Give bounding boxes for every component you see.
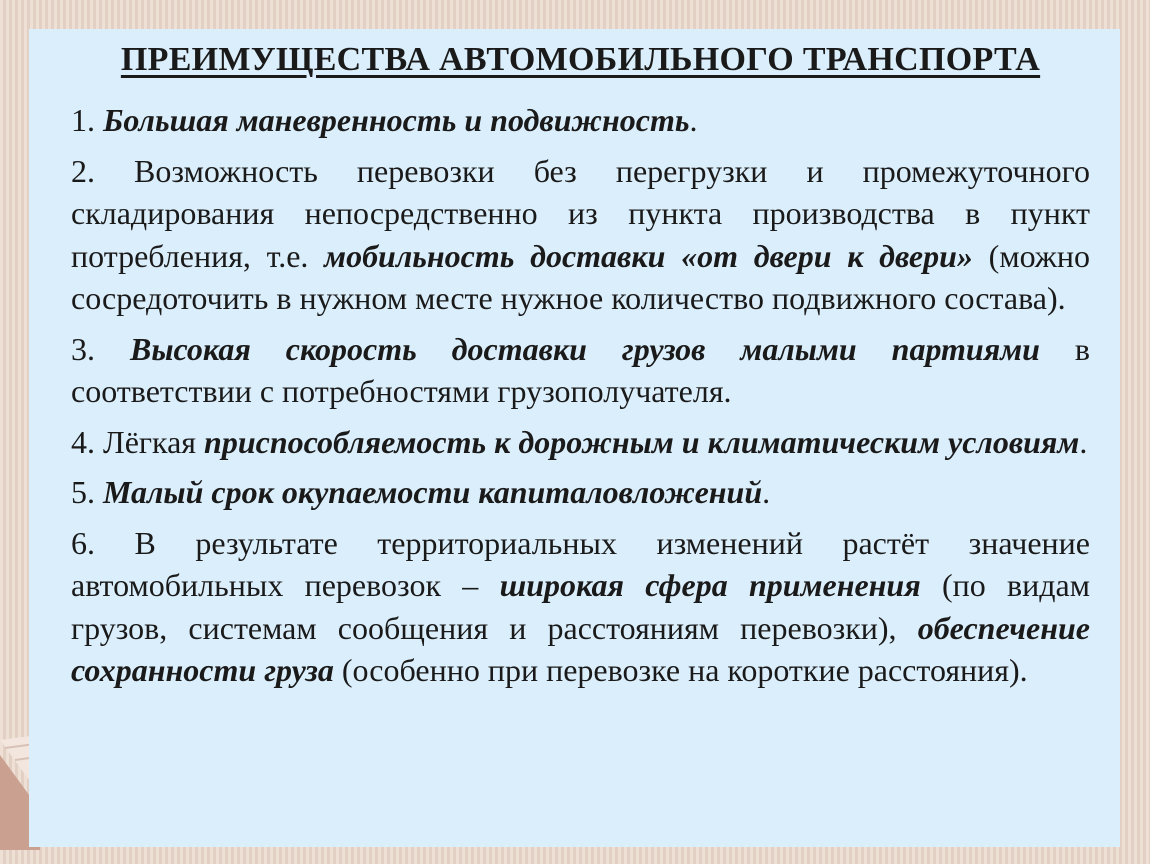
list-item: 1. Большая маневренность и подвижность. xyxy=(71,102,698,138)
item-number: 1. xyxy=(71,102,95,138)
list-item: 4. Лёгкая приспособляемость к дорожным и климатическим условиям. xyxy=(71,423,1088,460)
emphasis-text: Большая маневренность и подвижность xyxy=(103,102,690,138)
item-number: 4. xyxy=(71,423,95,460)
item-number: 3. xyxy=(71,330,95,367)
list-item: 2. Возможность перевозки без перегрузки и промежуточного складирования непосредственно из пункта производства в пункт потребления, т.е. мобильность доставки «от двери к двери» (можно сосредоточить в нужном месте нужное количество подвижного состава). xyxy=(71,152,1091,316)
item-number: 5. xyxy=(71,474,95,510)
emphasis-text: обеспечение сохранности груза xyxy=(71,609,1090,688)
emphasis-text: широкая сфера применения xyxy=(499,567,921,603)
emphasis-text: Высокая скорость доставки грузов малыми партиями xyxy=(129,330,1040,367)
list-item: 5. Малый срок окупаемости капиталовложений. xyxy=(71,474,771,510)
list-item: 6. В результате территориальных изменений растёт значение автомобильных перевозок – широкая сфера применения (по видам грузов, системам сообщения и расстояниям перевозки), обеспечение сохранности груза (особенно при перевозке на короткие расстояния). xyxy=(71,524,1091,688)
slide-panel xyxy=(29,29,1120,847)
emphasis-text: приспособляемость к дорожным и климатическим условиям xyxy=(204,423,1080,460)
item-number: 2. xyxy=(71,152,95,189)
item-number: 6. xyxy=(71,524,95,561)
emphasis-text: Малый срок окупаемости капиталовложений xyxy=(103,474,763,510)
emphasis-text: мобильность доставки «от двери к двери» xyxy=(324,237,973,274)
advantages-list xyxy=(71,99,1090,692)
list-item: 3. Высокая скорость доставки грузов малыми партиями в соответствии с потребностями грузополучателя. xyxy=(71,330,1091,409)
slide-title: ПРЕИМУЩЕСТВА АВТОМОБИЛЬНОГО ТРАНСПОРТА xyxy=(120,41,1041,78)
